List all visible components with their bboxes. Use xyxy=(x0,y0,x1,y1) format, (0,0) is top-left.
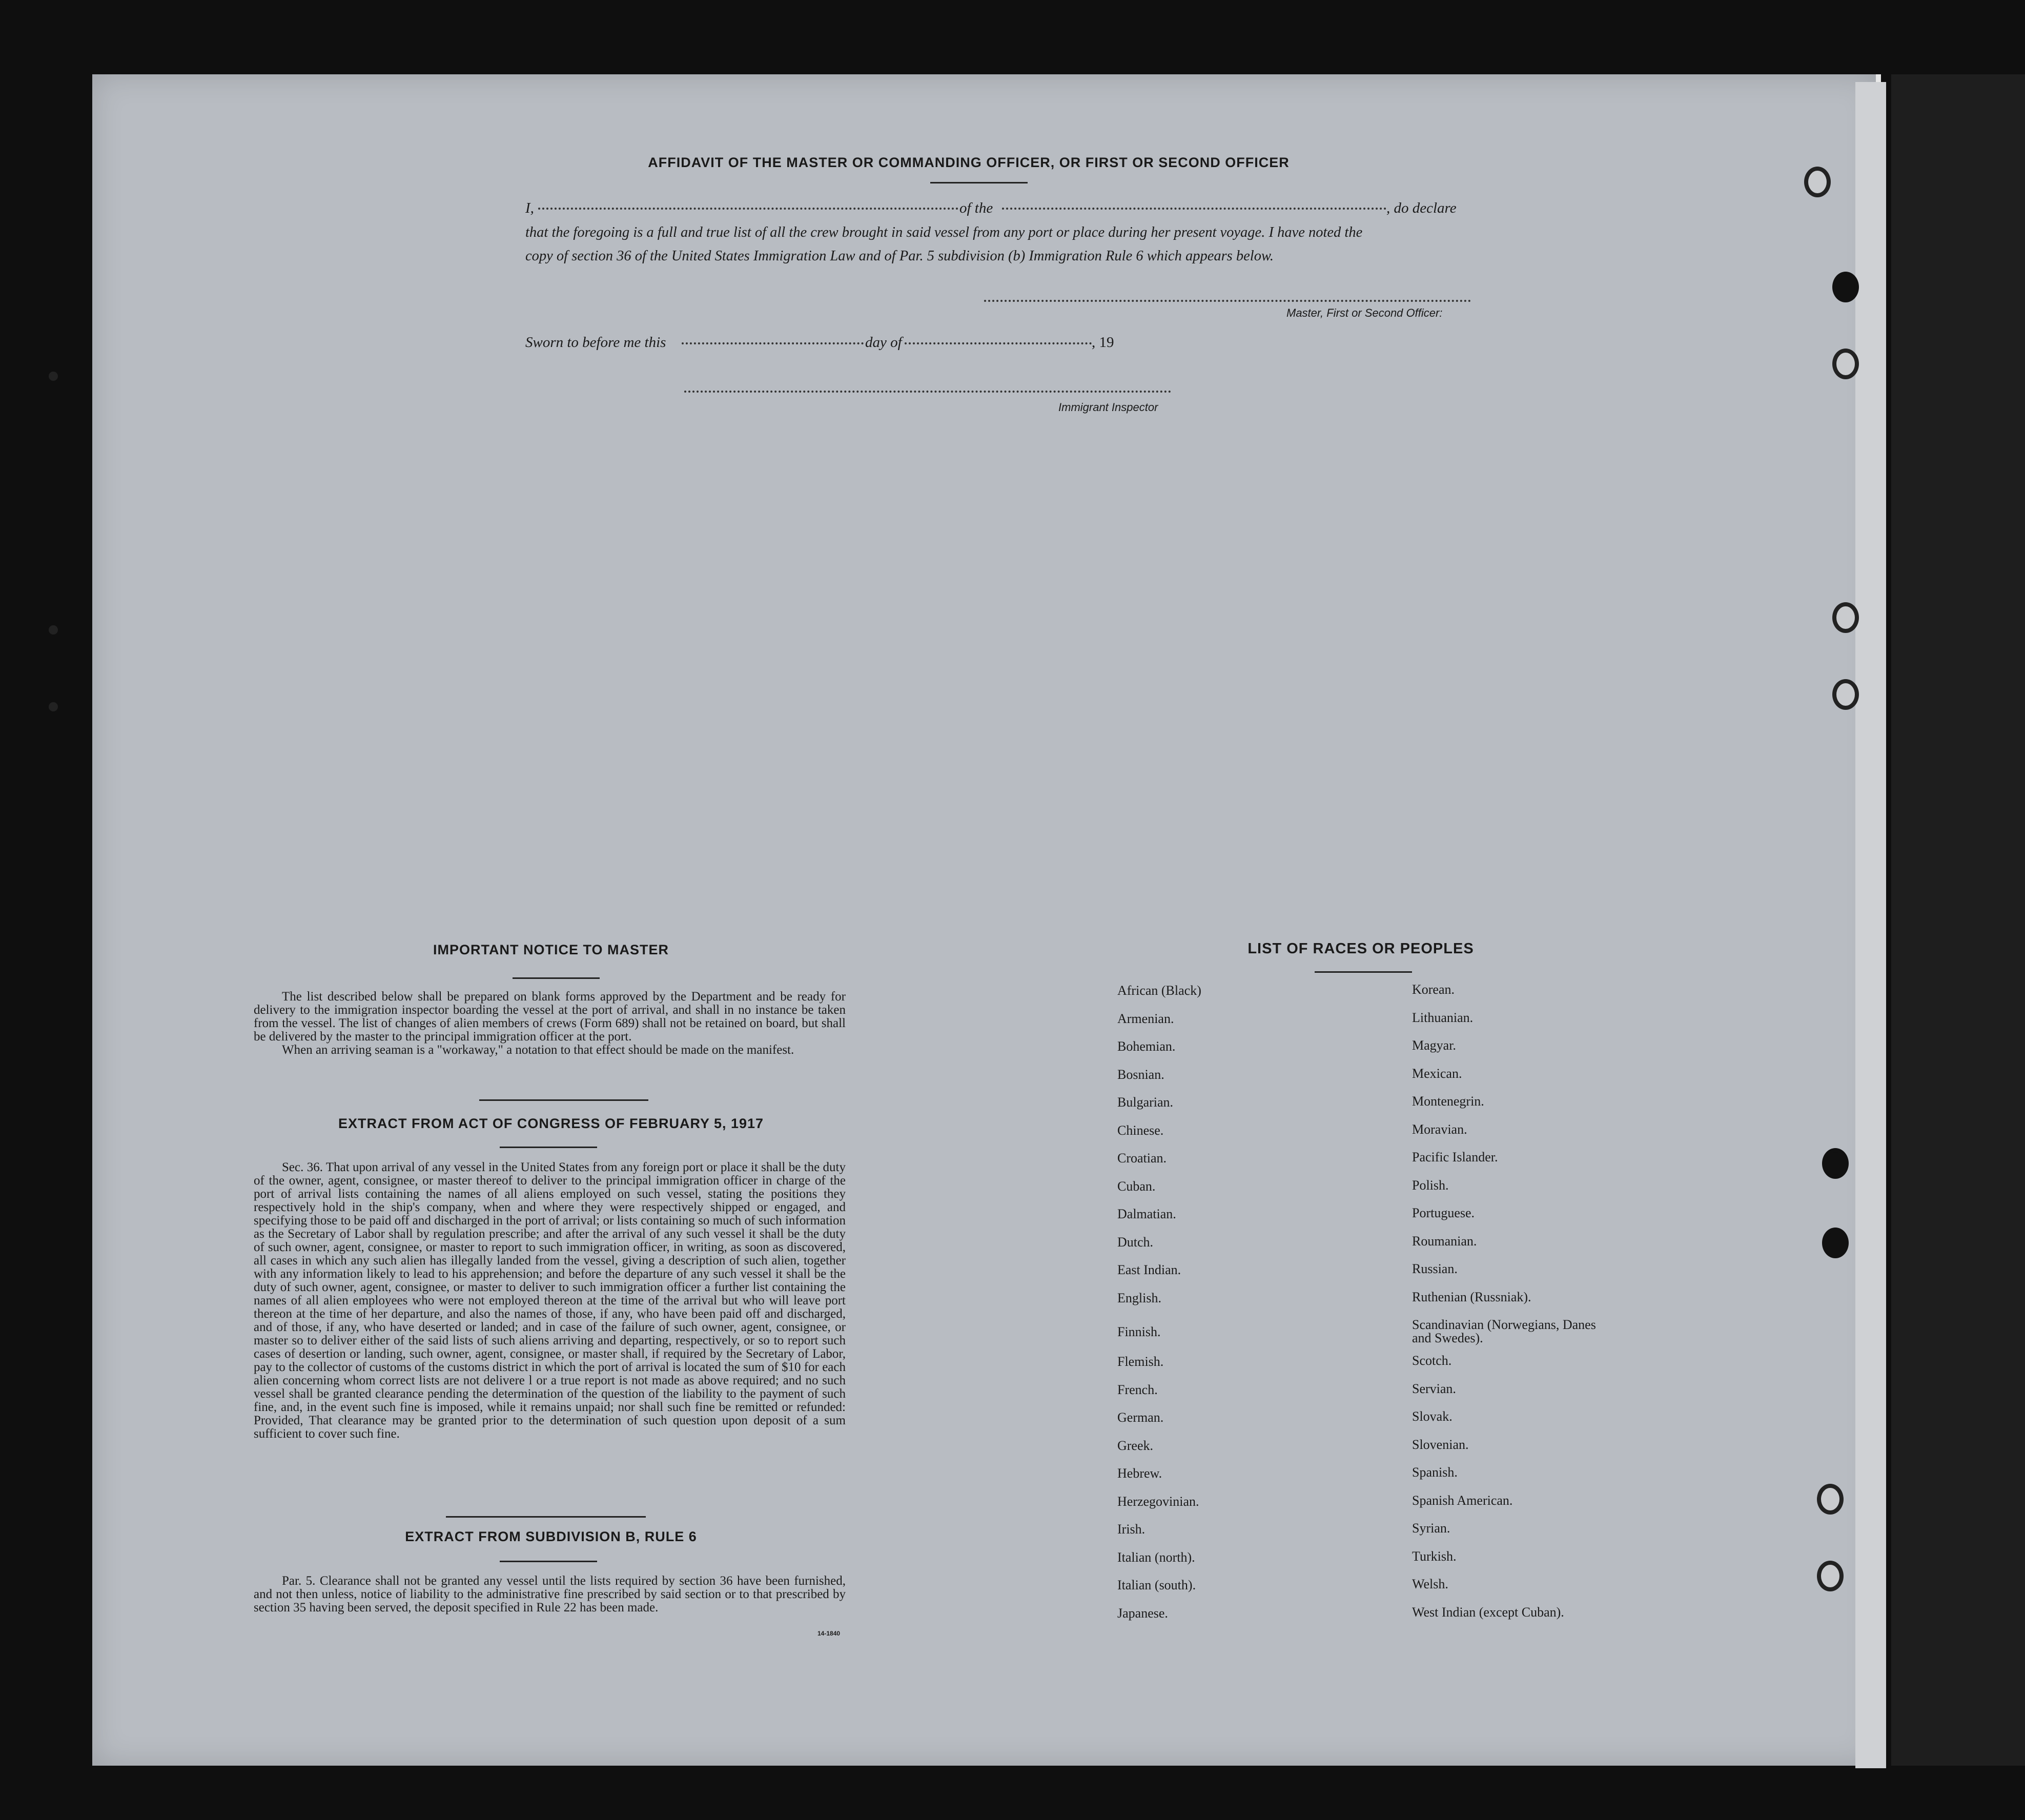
declaration-line-3: copy of section 36 of the United States Immigration Law and of Par. 5 subdivision (b) Immigration Rule 6 which appears below. xyxy=(525,248,1274,264)
race-item: West Indian (except Cuban). xyxy=(1412,1604,1564,1620)
race-item: Bosnian. xyxy=(1117,1067,1164,1082)
notice-paragraph-1: The list described below shall be prepared on blank forms approved by the Department and be ready for delivery to the immigration inspector boarding the vessel at the port of arrival, and shall in no instance be taken from the vessel. The list of changes of alien members of crews (Form 689) shall not be retained on board, but shall be delivered by the master to the principal immigration officer at the port. xyxy=(254,990,846,1044)
section-36-text: Sec. 36. That upon arrival of any vessel in the United States from any foreign port or place it shall be the duty of the owner, agent, consignee, or master thereof to deliver to the principal immigration officer in charge of the port of arrival lists containing the names of all aliens employed on such vessel, stating the positions they respectively hold in the ship's company, when and where they were respectively shipped or engaged, and specifying those to be paid off and discharged in the port of arrival; or lists containing so much of such information as the Secretary of Labor shall by regulation prescribe; and after the arrival of any such vessel it shall be the duty of such owner, agent, consignee, or master to report to such immigration officer, in writing, as soon as discovered, all cases in which any such alien has illegally landed from the vessel, giving a description of such alien, together with any information likely to lead to his apprehension; and before the departure of any such vessel it shall be the duty of such owner, agent, consignee, or master to deliver to such immigration officer a further list containing the names of all alien employees who were not employed thereon at the time of the arrival but who will leave port thereon at the time of her departure, and also the names of those, if any, who have been paid off and discharged, and of those, if any, who have deserted or landed; and in case of the failure of such owner, agent, consignee, or master so to deliver either of the said lists of such aliens arriving and departing, respectively, or so to report such cases of desertion or landing, such owner, agent, consignee, or master shall, if required by the Secretary of Labor, pay to the collector of customs of the customs district in which the port of arrival is located the sum of $10 for each alien concerning whom correct lists are not delivere l or a true report is not made as above required; and no such vessel shall be granted clearance pending the determination of the question of the liability to the payment of such fine, and, in the event such fine is imposed, while it remains unpaid; nor shall such fine be remitted or refunded: Provided, That clearance may be granted prior to the determination of such question upon deposit of a sum sufficient to cover such fine. xyxy=(254,1160,846,1441)
declarant-prefix: I, xyxy=(525,200,534,216)
race-item: English. xyxy=(1117,1290,1161,1305)
binder-hole xyxy=(1832,349,1859,379)
race-item: Armenian. xyxy=(1117,1011,1174,1026)
title-underline xyxy=(930,182,1028,183)
race-item: Hebrew. xyxy=(1117,1466,1162,1481)
rivet xyxy=(49,702,58,711)
act-extract-body xyxy=(254,1161,846,1441)
race-item: Turkish. xyxy=(1412,1548,1457,1564)
race-item: Ruthenian (Russniak). xyxy=(1412,1289,1531,1304)
race-item: Spanish American. xyxy=(1412,1492,1513,1508)
race-item: Dutch. xyxy=(1117,1234,1154,1250)
sworn-year-label: , 19 xyxy=(1092,334,1114,351)
race-item: Moravian. xyxy=(1412,1121,1467,1137)
binder-hole xyxy=(1822,1148,1849,1179)
affidavit-title: AFFIDAVIT OF THE MASTER OR COMMANDING OFFICER, OR FIRST OR SECOND OFFICER xyxy=(648,155,1290,170)
race-item: Italian (north). xyxy=(1117,1549,1195,1565)
declaration-line-2: that the foregoing is a full and true list of all the crew brought in said vessel from any port or place during her present voyage. I have noted the xyxy=(525,224,1363,240)
race-item: Servian. xyxy=(1412,1381,1456,1396)
race-item: African (Black) xyxy=(1117,983,1201,998)
races-right-column xyxy=(1412,983,1617,1633)
inspector-signature-field[interactable] xyxy=(684,391,1171,393)
race-item: Flemish. xyxy=(1117,1354,1164,1369)
declaration-line-1 xyxy=(525,200,534,217)
act-extract-title: EXTRACT FROM ACT OF CONGRESS OF FEBRUARY 5, 1917 xyxy=(338,1116,764,1131)
rivet xyxy=(49,372,58,381)
race-item: Japanese. xyxy=(1117,1605,1168,1621)
race-item: Dalmatian. xyxy=(1117,1206,1176,1221)
race-item: Pacific Islander. xyxy=(1412,1150,1498,1164)
race-item: Korean. xyxy=(1412,982,1455,997)
race-item: Polish. xyxy=(1412,1177,1449,1193)
rule-underline xyxy=(500,1561,597,1562)
binder-hole xyxy=(1822,1228,1849,1258)
notice-title: IMPORTANT NOTICE TO MASTER xyxy=(433,942,669,957)
race-item: Herzegovinian. xyxy=(1117,1494,1199,1509)
race-item: Irish. xyxy=(1117,1522,1146,1537)
inspector-caption: Immigrant Inspector xyxy=(1058,401,1158,414)
race-item: Lithuanian. xyxy=(1412,1010,1474,1025)
sworn-day-field[interactable] xyxy=(682,342,864,344)
race-item: Slovenian. xyxy=(1412,1437,1469,1452)
sworn-month-field[interactable] xyxy=(905,342,1092,344)
binder-hole xyxy=(1832,272,1859,302)
master-signature-field[interactable] xyxy=(984,300,1471,302)
race-item: Roumanian. xyxy=(1412,1233,1477,1249)
race-item: Russian. xyxy=(1412,1261,1458,1276)
race-item: Portuguese. xyxy=(1412,1205,1475,1220)
notice-paragraph-2: When an arriving seaman is a "workaway," a notation to that effect should be made on the manifest. xyxy=(282,1043,794,1057)
race-item: Magyar. xyxy=(1412,1038,1456,1053)
races-underline xyxy=(1315,971,1412,973)
race-item: Slovak. xyxy=(1412,1409,1453,1424)
race-item: Croatian. xyxy=(1117,1151,1167,1165)
race-item: Spanish. xyxy=(1412,1465,1458,1480)
race-item: East Indian. xyxy=(1117,1262,1181,1277)
act-underline xyxy=(500,1147,597,1148)
rule-extract-body xyxy=(254,1574,846,1614)
binder-strip xyxy=(1891,74,2025,1766)
sworn-label: Sworn to before me this xyxy=(525,334,666,351)
race-item: Welsh. xyxy=(1412,1577,1448,1591)
races-left-column xyxy=(1117,984,1384,1634)
section-divider xyxy=(446,1516,646,1518)
sworn-day-of-label: day of xyxy=(865,334,902,351)
binder-hole xyxy=(1832,679,1859,710)
vessel-name-field[interactable] xyxy=(1002,208,1386,210)
form-number: 14-1840 xyxy=(817,1630,841,1637)
race-item: Chinese. xyxy=(1117,1122,1164,1138)
binder-hole xyxy=(1817,1561,1844,1591)
par-5-text: Par. 5. Clearance shall not be granted any vessel until the lists required by section 36 have been furnished, and not then unless, notice of liability to the administrative fine prescribed by said section or to that prescribed by section 35 having been served, the deposit specified in Rule 22 has been made. xyxy=(254,1574,846,1614)
rivet xyxy=(49,625,58,635)
section-divider xyxy=(479,1099,648,1101)
notice-text xyxy=(254,990,846,1057)
binder-hole xyxy=(1804,167,1831,197)
race-item: Finnish. xyxy=(1117,1324,1161,1339)
race-item: Syrian. xyxy=(1412,1521,1450,1536)
page-edge xyxy=(1855,82,1886,1768)
notice-underline xyxy=(513,977,600,979)
race-item: Montenegrin. xyxy=(1412,1094,1484,1109)
binder-hole xyxy=(1832,602,1859,633)
declarant-name-field[interactable] xyxy=(538,208,958,210)
race-item: German. xyxy=(1117,1410,1164,1425)
of-the-label: of the xyxy=(959,200,993,216)
race-item: Cuban. xyxy=(1117,1178,1156,1194)
binder-hole xyxy=(1817,1484,1844,1515)
do-declare-label: , do declare xyxy=(1386,200,1457,216)
race-item: Scotch. xyxy=(1412,1353,1452,1368)
race-item: Greek. xyxy=(1117,1438,1154,1453)
race-item: Bohemian. xyxy=(1117,1039,1176,1054)
race-item: Bulgarian. xyxy=(1117,1095,1174,1110)
master-signature-caption: Master, First or Second Officer: xyxy=(1286,306,1443,319)
race-item: Italian (south). xyxy=(1117,1578,1196,1592)
races-title: LIST OF RACES OR PEOPLES xyxy=(1247,940,1474,957)
race-item: Scandinavian (Norwegians, Danes and Swedes). xyxy=(1412,1317,1596,1345)
race-item: French. xyxy=(1117,1382,1158,1397)
rule-extract-title: EXTRACT FROM SUBDIVISION B, RULE 6 xyxy=(405,1529,697,1544)
race-item: Mexican. xyxy=(1412,1066,1462,1081)
